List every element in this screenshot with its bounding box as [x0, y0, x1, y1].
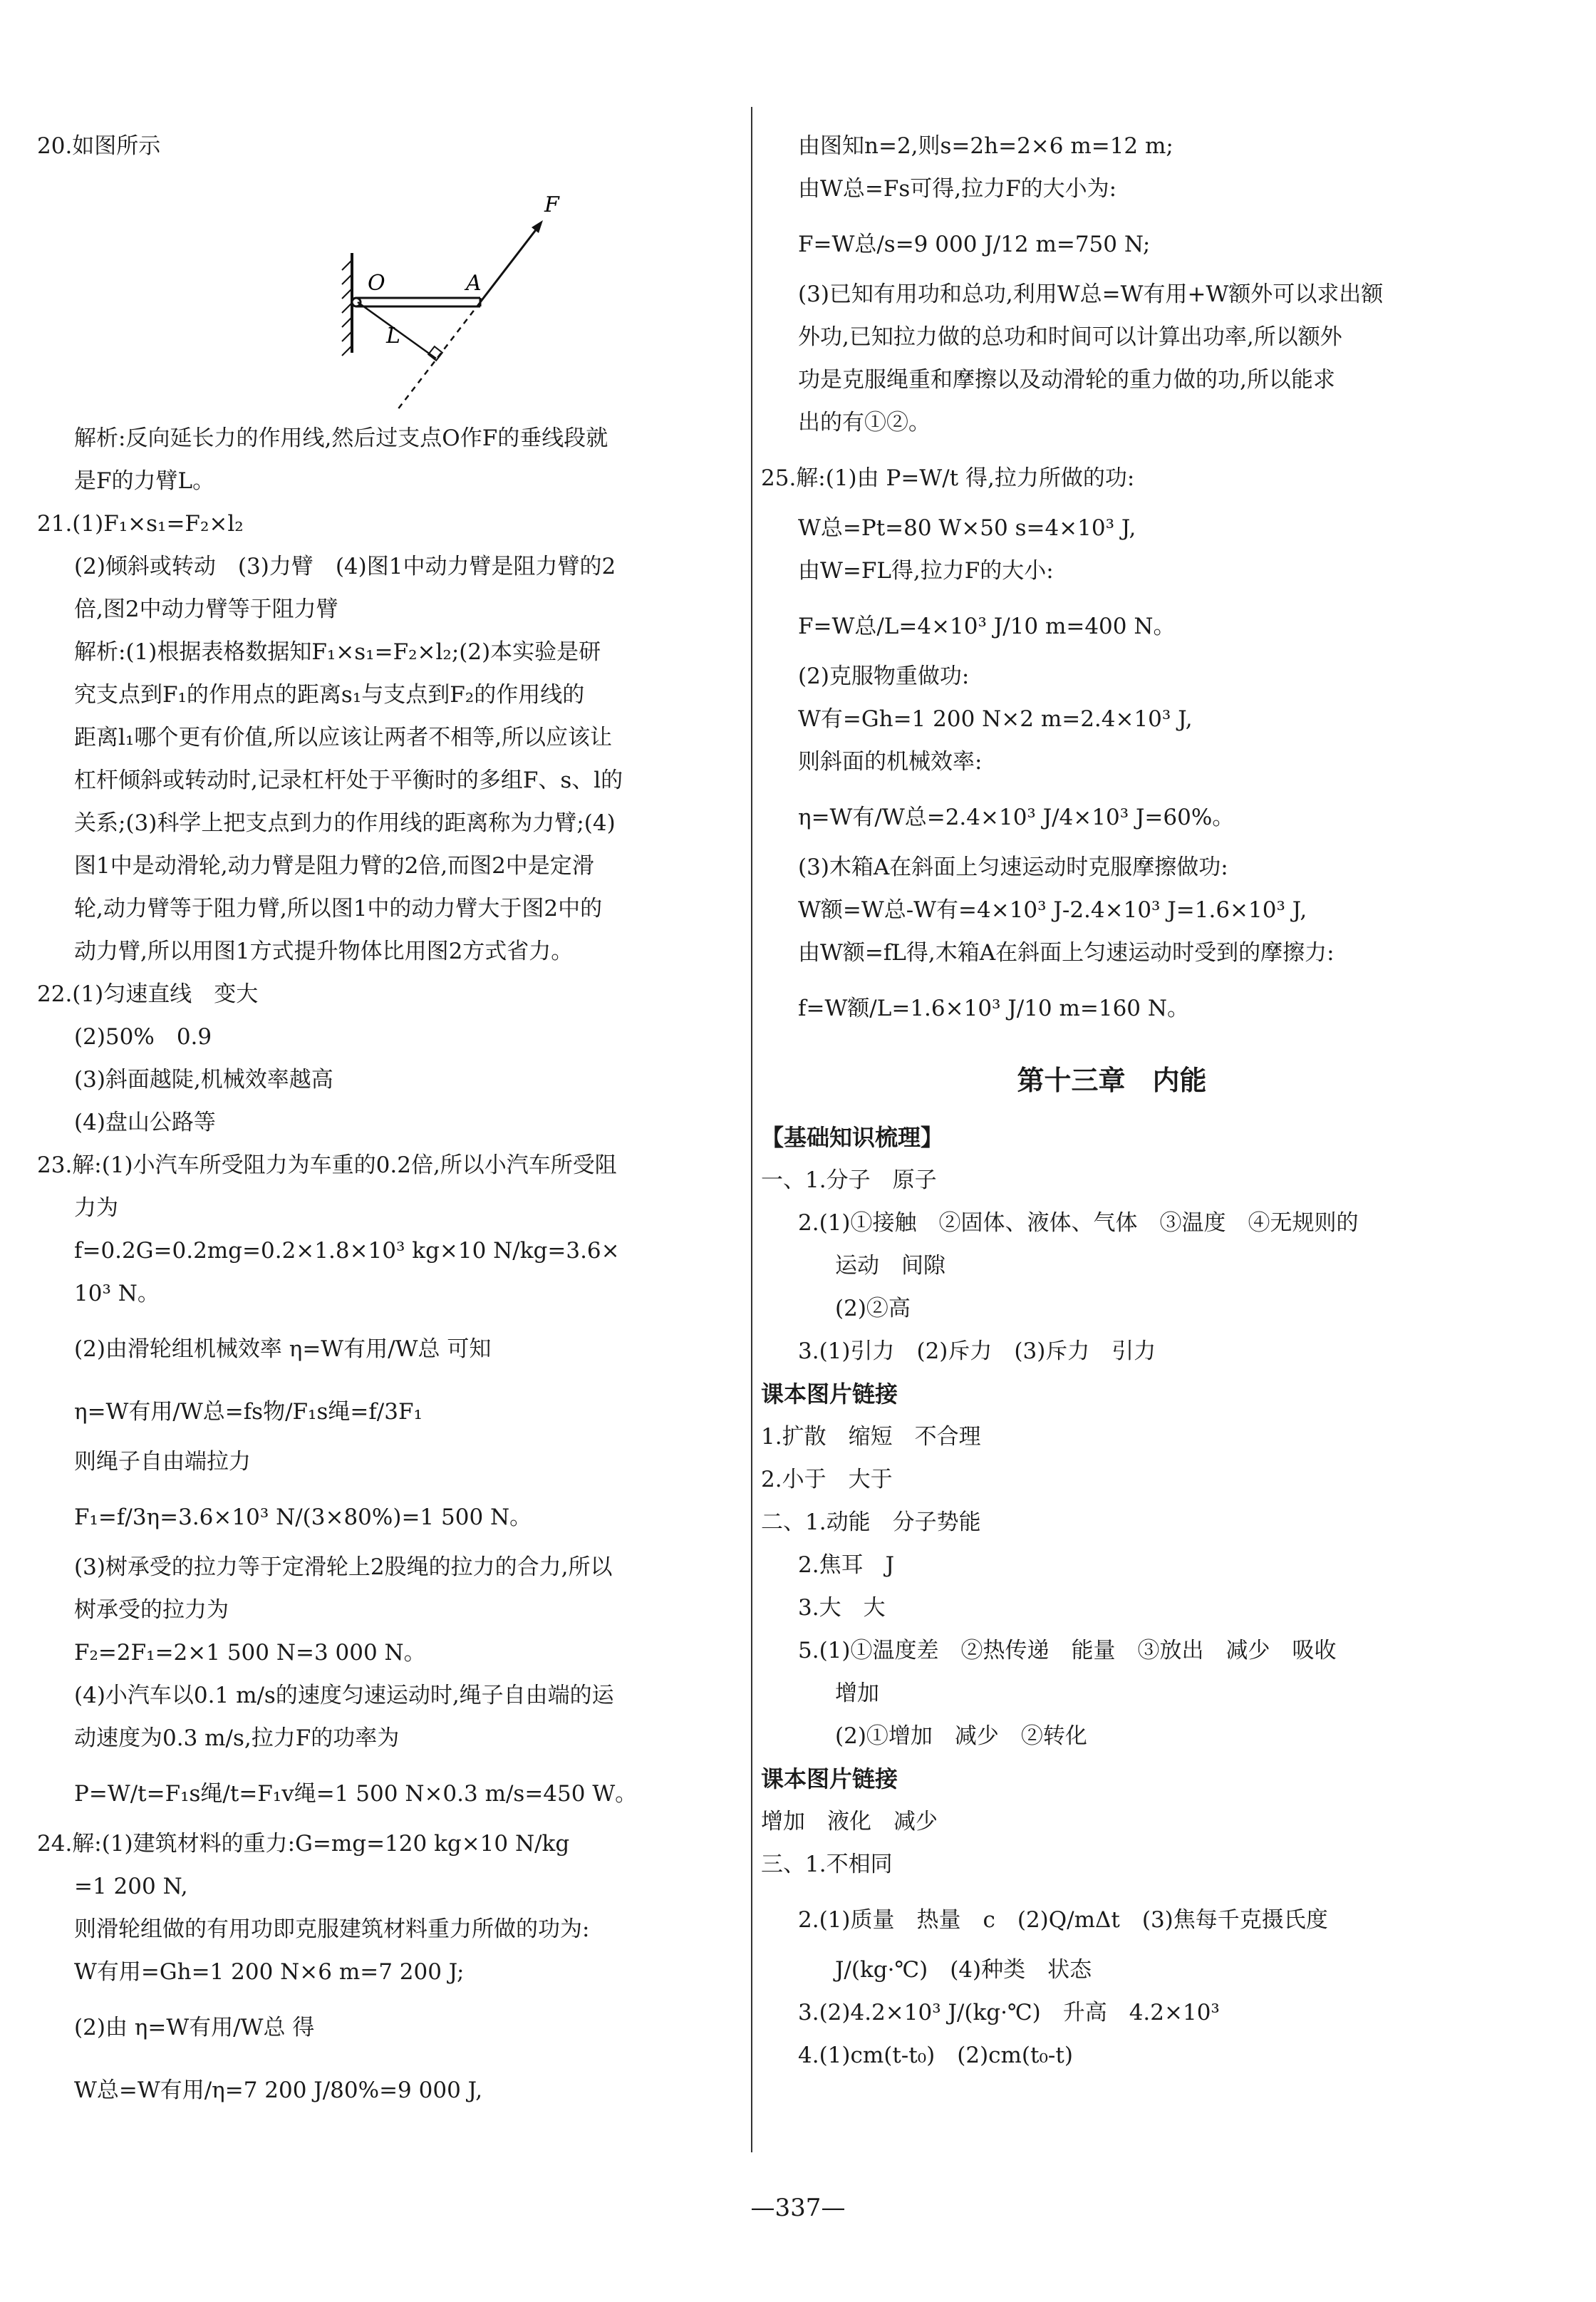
q21-a8: 动力臂,所以用图1方式提升物体比用图2方式省力。 [74, 939, 574, 964]
q23-12: (4)小汽车以0.1 m/s的速度匀速运动时,绳子自由端的运 [74, 1683, 614, 1708]
section-basics: 【基础知识梳理】 [761, 1124, 944, 1151]
r13: W有=Gh=1 200 N×2 m=2.4×10³ J, [798, 706, 1193, 732]
r9: W总=Pt=80 W×50 s=4×10³ J, [798, 515, 1136, 541]
k1: 一、1.分子 原子 [761, 1167, 937, 1193]
r2: 由W总=Fs可得,拉力F的大小为: [798, 176, 1117, 202]
left-column [37, 125, 739, 2119]
r10: 由W=FL得,拉力F的大小: [798, 558, 1054, 584]
q24-1: 24.解:(1)建筑材料的重力:G=mg=120 kg×10 N/kg [37, 1831, 570, 1857]
r6: 功是克服绳重和摩擦以及动滑轮的重力做的功,所以能求 [798, 367, 1335, 393]
k12: 增加 [835, 1681, 879, 1706]
label-O: O [368, 271, 385, 296]
k2: 2.(1)①接触 ②固体、液体、气体 ③温度 ④无规则的 [798, 1210, 1359, 1236]
q23-14: P=W/t=F₁s绳/t=F₁v绳=1 500 N×0.3 m/s=450 W。 [74, 1780, 638, 1807]
k17: J/(kg·℃) (4)种类 状态 [835, 1957, 1092, 1983]
q21-3: 倍,图2中动力臂等于阻力臂 [74, 597, 338, 622]
k4: (2)②高 [835, 1296, 911, 1321]
r15: η=W有/W总=2.4×10³ J/4×10³ J=60%。 [798, 804, 1235, 830]
q23-7: 则绳子自由端拉力 [74, 1449, 251, 1475]
q21-a1: 解析:(1)根据表格数据知F₁×s₁=F₂×l₂;(2)本实验是研 [74, 639, 601, 665]
r16: (3)木箱A在斜面上匀速运动时克服摩擦做功: [798, 855, 1228, 880]
k7: 2.小于 大于 [761, 1467, 893, 1492]
q23-1: 23.解:(1)小汽车所受阻力为车重的0.2倍,所以小汽车所受阻 [37, 1152, 617, 1178]
lever-diagram [37, 167, 739, 417]
k3: 运动 间隙 [835, 1253, 945, 1279]
k13: (2)①增加 减少 ②转化 [835, 1723, 1087, 1749]
k10: 3.大 大 [798, 1595, 886, 1621]
section-picture-link-1: 课本图片链接 [761, 1380, 898, 1408]
r11: F=W总/L=4×10³ J/10 m=400 N。 [798, 613, 1176, 639]
k11: 5.(1)①温度差 ②热传递 能量 ③放出 减少 吸收 [798, 1638, 1337, 1663]
q23-3: f=0.2G=0.2mg=0.2×1.8×10³ kg×10 N/kg=3.6× [74, 1238, 620, 1264]
section-picture-link-2: 课本图片链接 [761, 1765, 898, 1792]
q23-13: 动速度为0.3 m/s,拉力F的功率为 [74, 1725, 400, 1751]
r18: 由W额=fL得,木箱A在斜面上匀速运动时受到的摩擦力: [798, 940, 1335, 966]
q23-10: 树承受的拉力为 [74, 1597, 229, 1623]
k19: 4.(1)cm(t-t₀) (2)cm(t₀-t) [798, 2043, 1073, 2068]
k16: 2.(1)质量 热量 c (2)Q/mΔt (3)焦每千克摄氏度 [798, 1906, 1328, 1933]
r17: W额=W总-W有=4×10³ J-2.4×10³ J=1.6×10³ J, [798, 897, 1307, 923]
r19: f=W额/L=1.6×10³ J/10 m=160 N。 [798, 995, 1190, 1021]
q22-2: (2)50% 0.9 [74, 1024, 212, 1050]
q23-9: (3)树承受的拉力等于定滑轮上2股绳的拉力的合力,所以 [74, 1554, 613, 1580]
column-divider [751, 107, 752, 2152]
k14: 增加 液化 减少 [761, 1809, 938, 1834]
r14: 则斜面的机械效率: [798, 749, 983, 775]
k18: 3.(2)4.2×10³ J/(kg·℃) 升高 4.2×10³ [798, 2000, 1220, 2025]
r1: 由图知n=2,则s=2h=2×6 m=12 m; [798, 133, 1173, 159]
q21-1: 21.(1)F₁×s₁=F₂×l₂ [37, 511, 244, 537]
q21-2: (2)倾斜或转动 (3)力臂 (4)图1中动力臂是阻力臂的2 [74, 554, 616, 579]
label-A: A [466, 271, 482, 296]
k5: 3.(1)引力 (2)斥力 (3)斥力 引力 [798, 1338, 1156, 1364]
q21-a2: 究支点到F₁的作用点的距离s₁与支点到F₂的作用线的 [74, 682, 585, 708]
label-F: F [544, 192, 559, 217]
r4: (3)已知有用功和总功,利用W总=W有用+W额外可以求出额 [798, 282, 1384, 307]
k8: 二、1.动能 分子势能 [761, 1509, 981, 1535]
k6: 1.扩散 缩短 不合理 [761, 1424, 981, 1450]
q23-6: η=W有用/W总=fs物/F₁s绳=f/3F₁ [74, 1398, 423, 1425]
q22-1: 22.(1)匀速直线 变大 [37, 981, 259, 1007]
q23-4: 10³ N。 [74, 1281, 160, 1306]
q21-a6: 图1中是动滑轮,动力臂是阻力臂的2倍,而图2中是定滑 [74, 853, 594, 879]
q21-a5: 关系;(3)科学上把支点到力的作用线的距离称为力臂;(4) [74, 810, 616, 836]
q24-4: W有用=Gh=1 200 N×6 m=7 200 J; [74, 1959, 465, 1985]
page-number: —337— [750, 2194, 846, 2222]
q23-8: F₁=f/3η=3.6×10³ N/(3×80%)=1 500 N。 [74, 1504, 532, 1530]
r7: 出的有①②。 [798, 410, 931, 435]
q20-analysis-1: 解析:反向延长力的作用线,然后过支点O作F的垂线段就 [74, 425, 608, 451]
q21-a3: 距离l₁哪个更有价值,所以应该让两者不相等,所以应该让 [74, 725, 613, 750]
q24-6: W总=W有用/η=7 200 J/80%=9 000 J, [74, 2077, 483, 2103]
right-column [761, 125, 1463, 2077]
q24-5: (2)由 η=W有用/W总 得 [74, 2014, 315, 2040]
k15: 三、1.不相同 [761, 1852, 893, 1877]
q20-analysis-2: 是F的力臂L。 [74, 468, 215, 494]
q21-a4: 杠杆倾斜或转动时,记录杠杆处于平衡时的多组F、s、l的 [74, 768, 623, 793]
r12: (2)克服物重做功: [798, 664, 970, 689]
q23-5: (2)由滑轮组机械效率 η=W有用/W总 可知 [74, 1336, 492, 1362]
q23-11: F₂=2F₁=2×1 500 N=3 000 N。 [74, 1640, 426, 1666]
k9: 2.焦耳 J [798, 1552, 895, 1578]
q22-4: (4)盘山公路等 [74, 1110, 216, 1135]
r5: 外功,已知拉力做的总功和时间可以计算出功率,所以额外 [798, 324, 1342, 350]
q23-2: 力为 [74, 1195, 118, 1221]
q24-3: 则滑轮组做的有用功即克服建筑材料重力所做的功为: [74, 1916, 590, 1942]
q20-title: 20.如图所示 [37, 133, 161, 159]
chapter-title: 第十三章 内能 [1017, 1065, 1207, 1096]
q24-2: =1 200 N, [74, 1874, 188, 1899]
q21-a7: 轮,动力臂等于阻力臂,所以图1中的动力臂大于图2中的 [74, 896, 603, 922]
r3: F=W总/s=9 000 J/12 m=750 N; [798, 231, 1151, 257]
r8: 25.解:(1)由 P=W/t 得,拉力所做的功: [761, 465, 1135, 491]
label-L: L [386, 324, 400, 349]
q22-3: (3)斜面越陡,机械效率越高 [74, 1067, 333, 1093]
lever-diagram-svg [308, 167, 593, 410]
